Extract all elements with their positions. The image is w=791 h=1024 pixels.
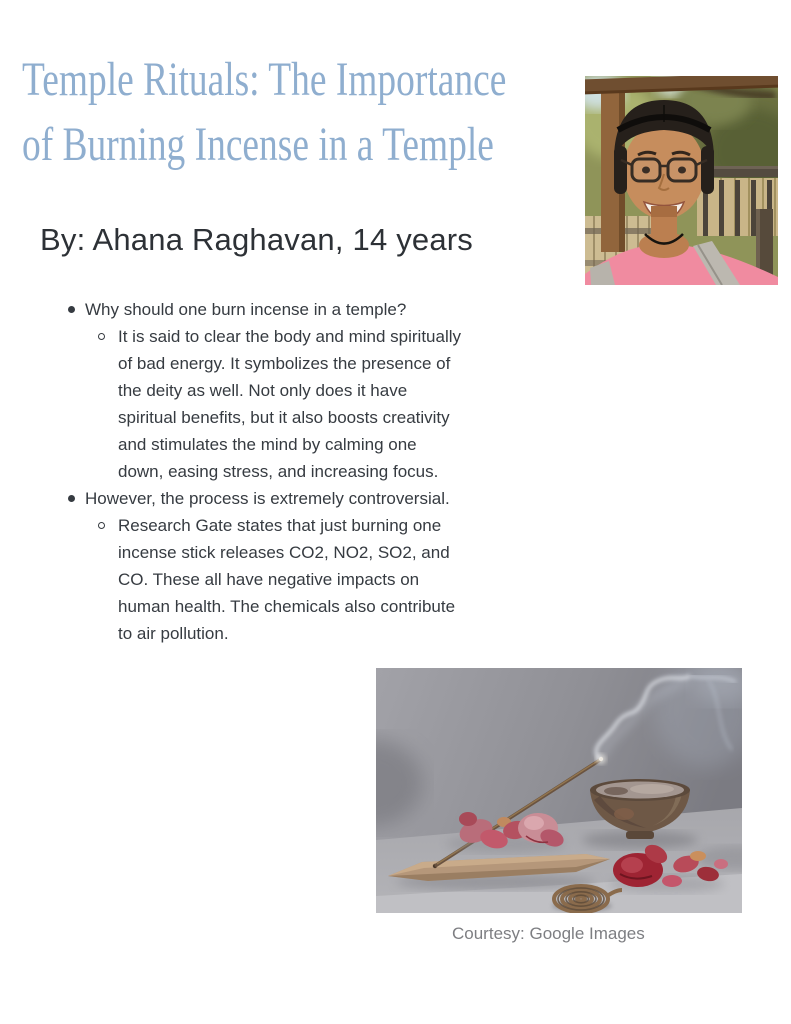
bullet-dot-icon bbox=[68, 495, 75, 502]
image-caption: Courtesy: Google Images bbox=[452, 924, 645, 943]
bullet-circle-icon bbox=[98, 333, 105, 340]
incense-photo bbox=[376, 668, 742, 913]
list-item bbox=[60, 512, 462, 647]
sub-bullet-text: It is said to clear the body and mind spiritually of bad energy. It symbolizes the presence of the deity as well. Not only does it have spiritual benefits, but it also boosts creativity and stimulates the mind by calming one down, easing stress, and increasing focus. bbox=[118, 327, 462, 481]
rose-petals-left bbox=[446, 812, 566, 853]
list-item bbox=[60, 296, 462, 323]
bullet-text: Why should one burn incense in a temple? bbox=[85, 300, 407, 319]
incense-bowl bbox=[582, 779, 698, 849]
bullet-dot-icon bbox=[68, 306, 75, 313]
bullet-circle-icon bbox=[98, 522, 105, 529]
list-item bbox=[60, 485, 462, 512]
page-title-line-1: Temple Rituals: The Importance bbox=[22, 53, 507, 106]
sub-bullet-text: Research Gate states that just burning one incense stick releases CO2, NO2, SO2, and CO. These all have negative impacts on human health. The chemicals also contribute to air pollution. bbox=[118, 516, 456, 643]
page-title-line-2: of Burning Incense in a Temple bbox=[22, 118, 494, 171]
list-item bbox=[60, 323, 462, 485]
byline: By: Ahana Raghavan, 14 years bbox=[40, 222, 474, 257]
bullet-list bbox=[60, 296, 462, 647]
author-photo bbox=[585, 76, 778, 285]
bullet-text: However, the process is extremely controversial. bbox=[85, 489, 450, 508]
